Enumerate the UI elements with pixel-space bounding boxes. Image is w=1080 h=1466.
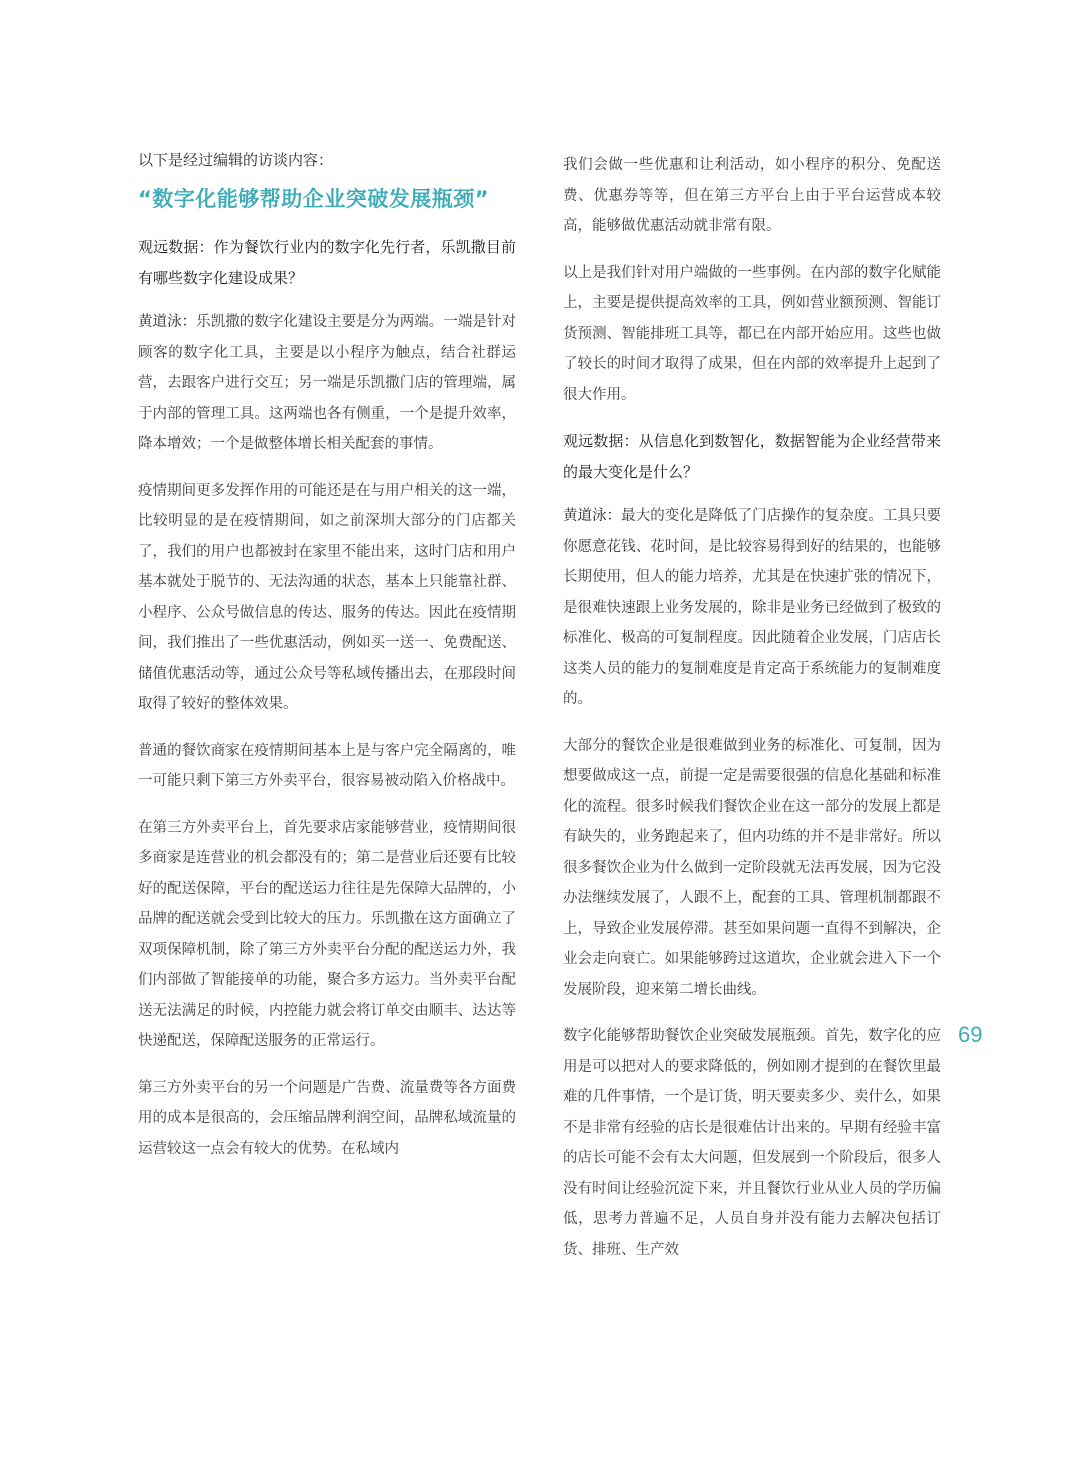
- answer-2-text: 最大的变化是降低了门店操作的复杂度。工具只要你愿意花钱、花时间，是比较容易得到好的结果的，也能够长期使用，但人的能力培养，尤其是在快速扩张的情况下，是很难快速跟上业务发展的，除非是业务已经做到了极致的标准化、极高的可复制程度。因此随着企业发展，门店店长这类人员的能力的复制难度是肯定高于系统能力的复制难度的。: [563, 508, 942, 707]
- page-number: 69: [958, 1022, 983, 1047]
- intro-text: 以下是经过编辑的访谈内容：: [138, 151, 334, 169]
- paragraph-left-4: 在第三方外卖平台上，首先要求店家能够营业，疫情期间很多商家是连营业的机会都没有的；第二是营业后还要有比较好的配送保障，平台的配送运力往往是先保障大品牌的，小品牌的配送就会受到比较大的压力。乐凯撒在这方面确立了双项保障机制，除了第三方外卖平台分配的配送运力外，我们内部做了智能接单的功能，聚合多方运力。当外卖平台配送无法满足的时候，内控能力就会将订单交由顺丰、达达等快递配送，保障配送服务的正常运行。: [138, 819, 516, 1049]
- right-column: [563, 150, 941, 1281]
- answer-2-speaker: 黄道泳：: [563, 508, 622, 524]
- left-column: [138, 150, 516, 1180]
- question-2: 观远数据：从信息化到数智化，数据智能为企业经营带来的最大变化是什么？: [563, 432, 941, 481]
- section-headline: “数字化能够帮助企业突破发展瓶颈”: [138, 187, 490, 211]
- paragraph-right-5: 数字化能够帮助餐饮企业突破发展瓶颈。首先，数字化的应用是可以把对人的要求降低的，例如刚才提到的在餐饮里最难的几件事情，一个是订货，明天要卖多少、卖什么，如果不是非常有经验的店长是很难估计出来的。早期有经验丰富的店长可能不会有太大问题，但发展到一个阶段后，很多人没有时间让经验沉淀下来，并且餐饮行业从业人员的学历偏低，思考力普遍不足，人员自身并没有能力去解决包括订货、排班、生产效: [563, 1028, 941, 1258]
- paragraph-right-4: 大部分的餐饮企业是很难做到业务的标准化、可复制，因为想要做成这一点，前提一定是需要很强的信息化基础和标准化的流程。很多时候我们餐饮企业在这一部分的发展上都是有缺失的，业务跑起来了，但内功练的并不是非常好。所以很多餐饮企业为什么做到一定阶段就无法再发展，因为它没办法继续发展了，人跟不上，配套的工具、管理机制都跟不上，导致企业发展停滞。甚至如果问题一直得不到解决，企业会走向衰亡。如果能够跨过这道坎，企业就会进入下一个发展阶段，迎来第二增长曲线。: [563, 737, 941, 998]
- paragraph-left-5: 第三方外卖平台的另一个问题是广告费、流量费等各方面费用的成本是很高的，会压缩品牌利润空间，品牌私域流量的运营较这一点会有较大的优势。在私域内: [138, 1079, 516, 1157]
- paragraph-left-2: 疫情期间更多发挥作用的可能还是在与用户相关的这一端，比较明显的是在疫情期间，如之前深圳大部分的门店都关了，我们的用户也都被封在家里不能出来，这时门店和用户基本就处于脱节的、无法沟通的状态，基本上只能靠社群、小程序、公众号做信息的传达、服务的传达。因此在疫情期间，我们推出了一些优惠活动，例如买一送一、免费配送、储值优惠活动等，通过公众号等私域传播出去，在那段时间取得了较好的整体效果。: [138, 482, 516, 712]
- question-1: 观远数据：作为餐饮行业内的数字化先行者，乐凯撒目前有哪些数字化建设成果？: [138, 238, 516, 287]
- paragraph-left-3: 普通的餐饮商家在疫情期间基本上是与客户完全隔离的，唯一可能只剩下第三方外卖平台，很容易被动陷入价格战中。: [138, 742, 516, 789]
- paragraph-right-2: 以上是我们针对用户端做的一些事例。在内部的数字化赋能上，主要是提供提高效率的工具，例如营业额预测、智能订货预测、智能排班工具等，都已在内部开始应用。这些也做了较长的时间才取得了成果，但在内部的效率提升上起到了很大作用。: [563, 264, 941, 403]
- answer-1: [138, 307, 516, 460]
- answer-1-speaker: 黄道泳：: [138, 314, 197, 330]
- paragraph-right-1: 我们会做一些优惠和让利活动，如小程序的积分、免配送费、优惠券等等，但在第三方平台上由于平台运营成本较高，能够做优惠活动就非常有限。: [563, 157, 941, 234]
- answer-2: [563, 501, 941, 715]
- answer-1-text: 乐凯撒的数字化建设主要是分为两端。一端是针对顾客的数字化工具，主要是以小程序为触点，结合社群运营，去跟客户进行交互；另一端是乐凯撒门店的管理端，属于内部的管理工具。这两端也各有侧重，一个是提升效率，降本增效；一个是做整体增长相关配套的事情。: [138, 314, 517, 452]
